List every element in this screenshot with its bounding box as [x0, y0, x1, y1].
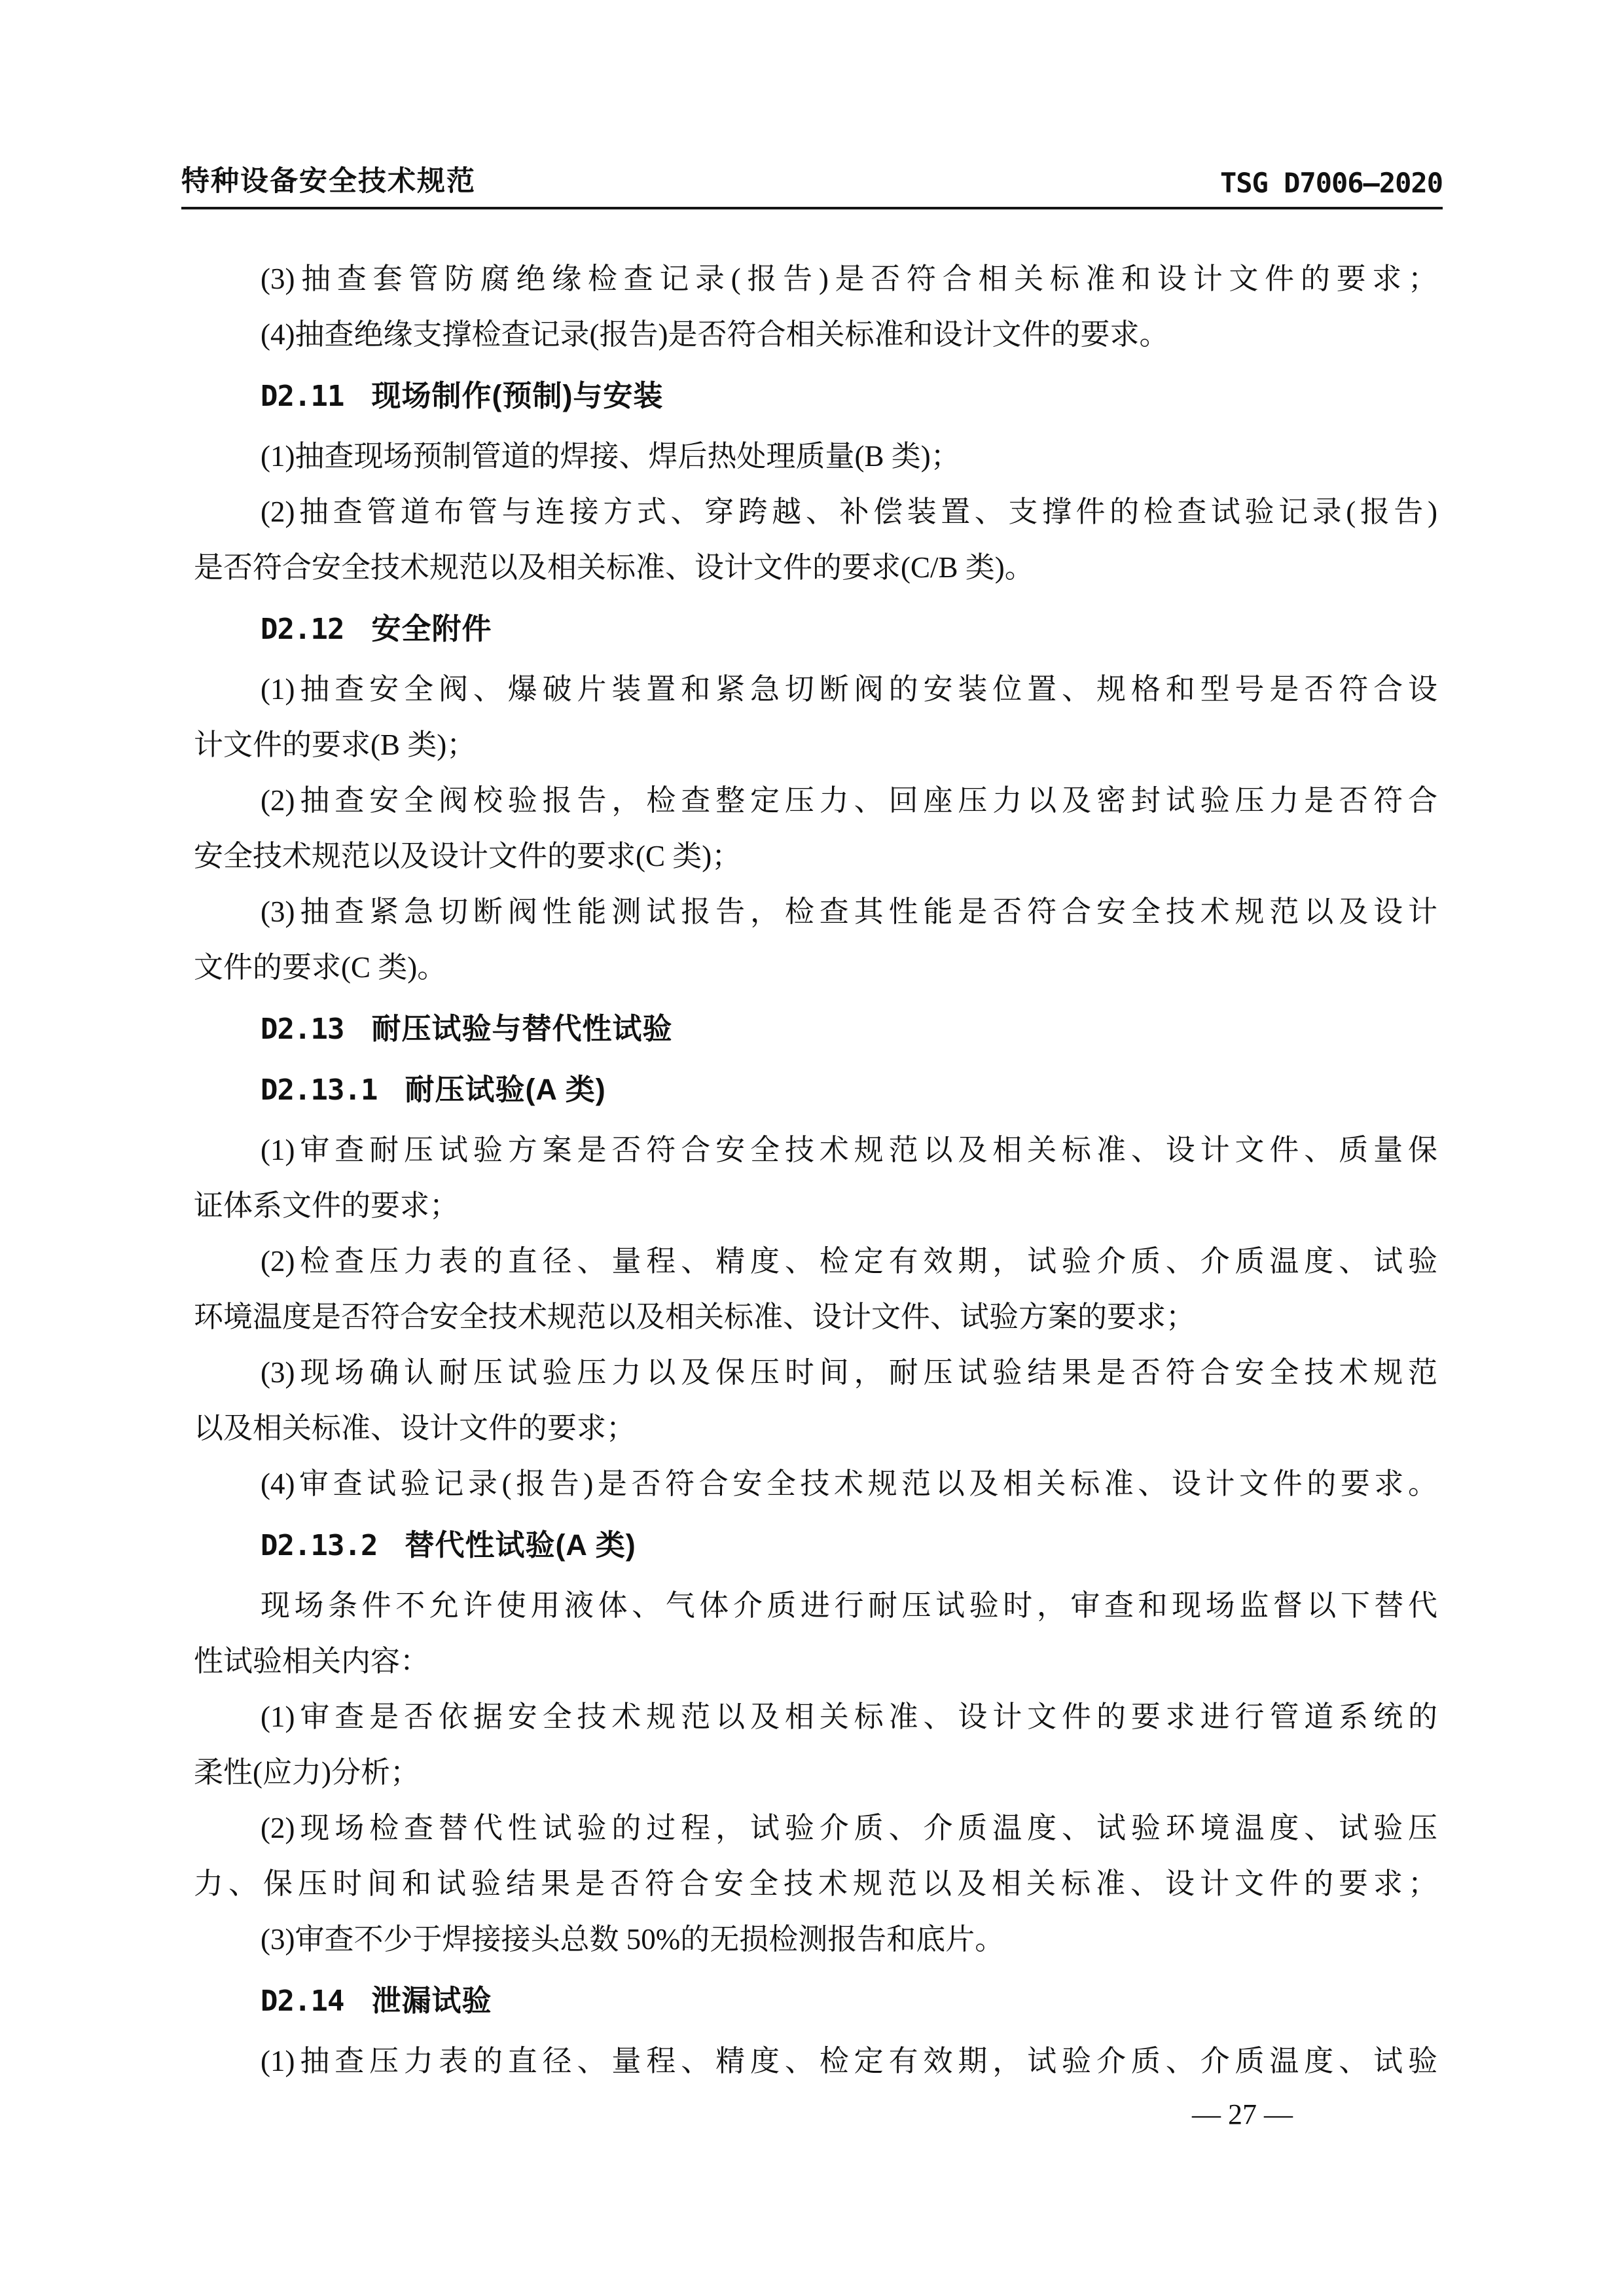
heading-title: 现场制作(预制)与安装 — [371, 379, 664, 412]
text-line: (3)审查不少于焊接接头总数 50%的无损检测报告和底片。 — [261, 1923, 1005, 1956]
heading-title: 耐压试验(A 类) — [405, 1073, 606, 1106]
text-line: 以及相关标准、设计文件的要求； — [194, 1412, 636, 1444]
text-line: (2)现场检查替代性试验的过程，试验介质、介质温度、试验环境温度、试验压 — [261, 1812, 1437, 1844]
text-line: 文件的要求(C 类)。 — [194, 951, 447, 984]
section-heading — [194, 1517, 1437, 1573]
text-line: (3)抽查套管防腐绝缘检查记录(报告)是否符合相关标准和设计文件的要求； — [261, 262, 1437, 295]
heading-number: D2.13.1 — [261, 1073, 378, 1107]
doc-header-code: TSG D7006—2020 — [1219, 167, 1443, 199]
doc-header-title: 特种设备安全技术规范 — [181, 166, 476, 197]
document-body — [194, 251, 1437, 2089]
text-line: 现场条件不允许使用液体、气体介质进行耐压试验时，审查和现场监督以下替代 — [261, 1589, 1437, 1622]
heading-title: 安全附件 — [371, 612, 492, 645]
text-line: 安全技术规范以及设计文件的要求(C 类)； — [194, 840, 742, 872]
section-heading — [194, 1062, 1437, 1117]
text-line: 证体系文件的要求； — [194, 1189, 460, 1222]
heading-number: D2.13 — [261, 1013, 344, 1046]
text-line: 计文件的要求(B 类)； — [194, 728, 477, 761]
text-line: (1)抽查现场预制管道的焊接、焊后热处理质量(B 类)； — [261, 440, 960, 473]
text-line: 是否符合安全技术规范以及相关标准、设计文件的要求(C/B 类)。 — [194, 551, 1034, 584]
section-heading — [194, 368, 1437, 423]
text-line: (4)抽查绝缘支撑检查记录(报告)是否符合相关标准和设计文件的要求。 — [261, 318, 1169, 351]
heading-number: D2.12 — [261, 613, 344, 646]
text-line: 性试验相关内容： — [194, 1645, 430, 1677]
text-line: 柔性(应力)分析； — [194, 1756, 420, 1789]
text-line: (1)审查耐压试验方案是否符合安全技术规范以及相关标准、设计文件、质量保 — [261, 1134, 1437, 1166]
section-heading — [194, 1973, 1437, 2028]
text-line: (4)审查试验记录(报告)是否符合安全技术规范以及相关标准、设计文件的要求。 — [261, 1467, 1437, 1500]
text-line: (3)现场确认耐压试验压力以及保压时间，耐压试验结果是否符合安全技术规范 — [261, 1356, 1437, 1389]
text-line: (1)抽查安全阀、爆破片装置和紧急切断阀的安装位置、规格和型号是否符合设 — [261, 673, 1437, 706]
heading-number: D2.14 — [261, 1984, 344, 2018]
heading-number: D2.11 — [261, 380, 344, 413]
heading-title: 耐压试验与替代性试验 — [371, 1012, 673, 1045]
text-line: 力、保压时间和试验结果是否符合安全技术规范以及相关标准、设计文件的要求； — [194, 1867, 1437, 1900]
heading-number: D2.13.2 — [261, 1529, 378, 1562]
page-header — [181, 159, 1443, 209]
text-line: (1)抽查压力表的直径、量程、精度、检定有效期，试验介质、介质温度、试验 — [261, 2045, 1437, 2077]
text-line: (3)抽查紧急切断阀性能测试报告，检查其性能是否符合安全技术规范以及设计 — [261, 895, 1437, 928]
text-line: (2)抽查管道布管与连接方式、穿跨越、补偿装置、支撑件的检查试验记录(报告) — [261, 495, 1437, 528]
heading-title: 泄漏试验 — [371, 1984, 492, 2017]
text-line: 环境温度是否符合安全技术规范以及相关标准、设计文件、试验方案的要求； — [194, 1300, 1196, 1333]
section-heading — [194, 601, 1437, 656]
text-line: (2)抽查安全阀校验报告，检查整定压力、回座压力以及密封试验压力是否符合 — [261, 784, 1437, 817]
page-number: — 27 — — [1192, 2098, 1293, 2130]
text-line: (1)审查是否依据安全技术规范以及相关标准、设计文件的要求进行管道系统的 — [261, 1700, 1437, 1733]
section-heading — [194, 1001, 1437, 1056]
heading-title: 替代性试验(A 类) — [405, 1528, 636, 1562]
text-line: (2)检查压力表的直径、量程、精度、检定有效期，试验介质、介质温度、试验 — [261, 1245, 1437, 1278]
